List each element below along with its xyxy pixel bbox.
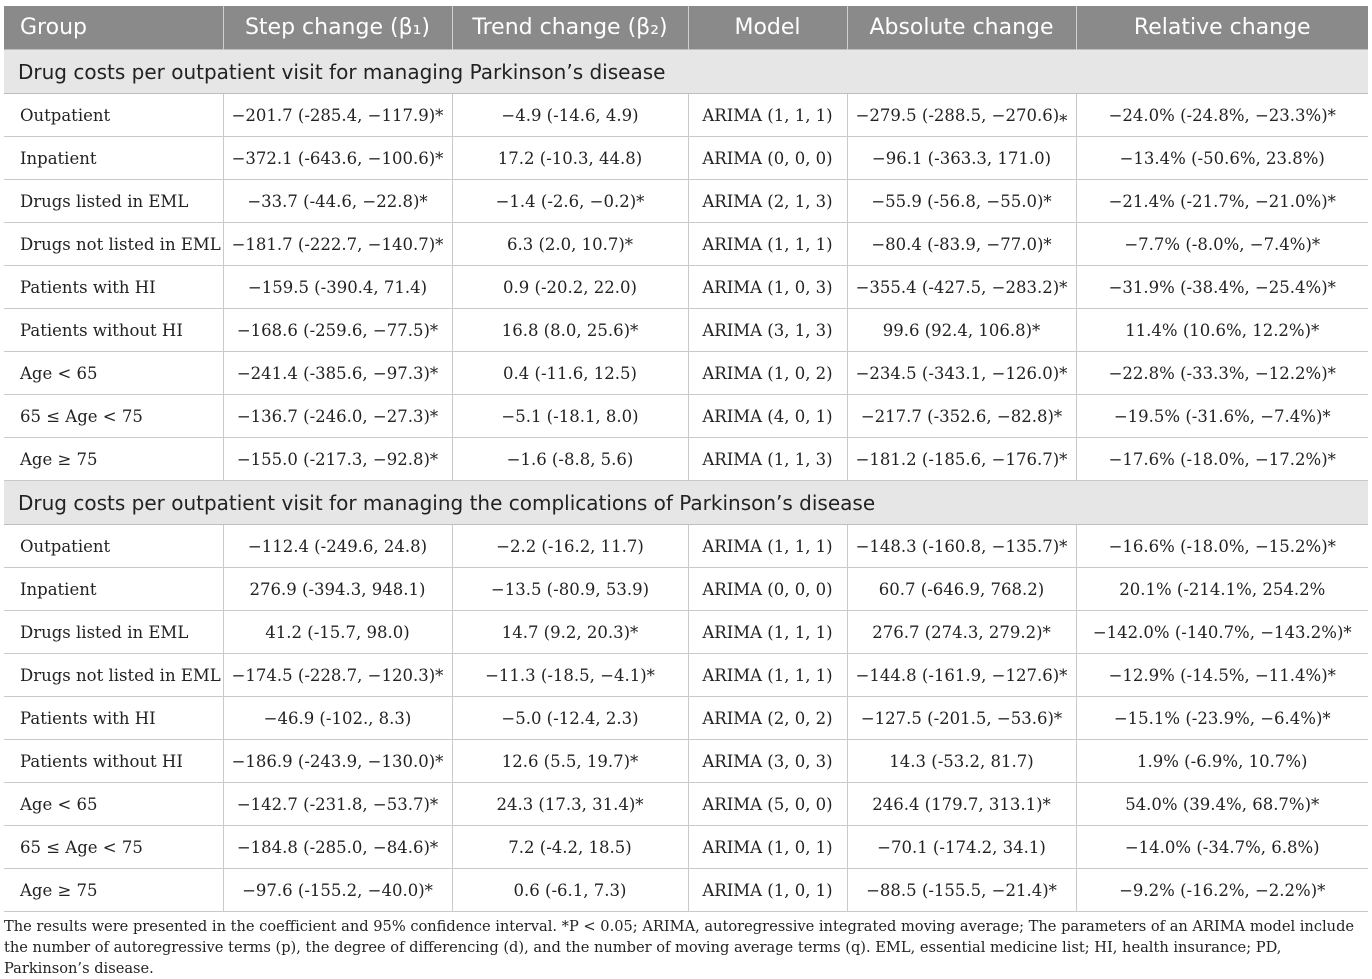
cell-model: ARIMA (1, 0, 1) [688, 869, 847, 912]
cell-step-change: −33.7 (-44.6, −22.8)* [223, 180, 452, 223]
section-header-row [4, 50, 1368, 94]
cell-absolute-change: 14.3 (-53.2, 81.7) [847, 740, 1076, 783]
cell-group: Patients without HI [4, 309, 223, 352]
cell-relative-change: −14.0% (-34.7%, 6.8%) [1076, 826, 1368, 869]
cell-group: Drugs listed in EML [4, 180, 223, 223]
cell-step-change: −186.9 (-243.9, −130.0)* [223, 740, 452, 783]
table-row [4, 266, 1368, 309]
table-row [4, 438, 1368, 481]
cell-absolute-change: −88.5 (-155.5, −21.4)* [847, 869, 1076, 912]
cell-absolute-change: −127.5 (-201.5, −53.6)* [847, 697, 1076, 740]
cell-relative-change: −31.9% (-38.4%, −25.4%)* [1076, 266, 1368, 309]
cell-relative-change: 20.1% (-214.1%, 254.2% [1076, 568, 1368, 611]
cell-step-change: −112.4 (-249.6, 24.8) [223, 525, 452, 568]
cell-absolute-change: −181.2 (-185.6, −176.7)* [847, 438, 1076, 481]
cell-absolute-change: −144.8 (-161.9, −127.6)* [847, 654, 1076, 697]
cell-model: ARIMA (1, 1, 1) [688, 525, 847, 568]
cell-absolute-change: −55.9 (-56.8, −55.0)* [847, 180, 1076, 223]
cell-relative-change: −21.4% (-21.7%, −21.0%)* [1076, 180, 1368, 223]
cell-trend-change: 0.4 (-11.6, 12.5) [452, 352, 688, 395]
section-title: Drug costs per outpatient visit for managing Parkinson’s disease [4, 50, 1368, 94]
cell-absolute-change: 99.6 (92.4, 106.8)* [847, 309, 1076, 352]
cell-group: Inpatient [4, 568, 223, 611]
table-row [4, 137, 1368, 180]
cell-group: Age < 65 [4, 783, 223, 826]
table-row [4, 352, 1368, 395]
cell-model: ARIMA (1, 1, 1) [688, 611, 847, 654]
cell-trend-change: 17.2 (-10.3, 44.8) [452, 137, 688, 180]
cell-group: Patients with HI [4, 697, 223, 740]
results-table [4, 6, 1368, 912]
cell-trend-change: −13.5 (-80.9, 53.9) [452, 568, 688, 611]
table-row [4, 697, 1368, 740]
cell-trend-change: 12.6 (5.5, 19.7)* [452, 740, 688, 783]
cell-trend-change: 6.3 (2.0, 10.7)* [452, 223, 688, 266]
cell-step-change: −241.4 (-385.6, −97.3)* [223, 352, 452, 395]
cell-group: Outpatient [4, 94, 223, 137]
cell-trend-change: 7.2 (-4.2, 18.5) [452, 826, 688, 869]
cell-relative-change: −15.1% (-23.9%, −6.4%)* [1076, 697, 1368, 740]
table-row [4, 395, 1368, 438]
cell-model: ARIMA (1, 1, 1) [688, 223, 847, 266]
table-row [4, 654, 1368, 697]
cell-trend-change: −5.0 (-12.4, 2.3) [452, 697, 688, 740]
cell-absolute-change: −279.5 (-288.5, −270.6)⁎ [847, 94, 1076, 137]
cell-trend-change: −1.6 (-8.8, 5.6) [452, 438, 688, 481]
header-row [4, 6, 1368, 50]
cell-step-change: −168.6 (-259.6, −77.5)* [223, 309, 452, 352]
cell-relative-change: −19.5% (-31.6%, −7.4%)* [1076, 395, 1368, 438]
cell-relative-change: −16.6% (-18.0%, −15.2%)* [1076, 525, 1368, 568]
cell-absolute-change: 60.7 (-646.9, 768.2) [847, 568, 1076, 611]
cell-step-change: −184.8 (-285.0, −84.6)* [223, 826, 452, 869]
cell-model: ARIMA (2, 1, 3) [688, 180, 847, 223]
cell-relative-change: −22.8% (-33.3%, −12.2%)* [1076, 352, 1368, 395]
cell-model: ARIMA (1, 1, 1) [688, 654, 847, 697]
cell-model: ARIMA (3, 0, 3) [688, 740, 847, 783]
cell-group: Drugs listed in EML [4, 611, 223, 654]
cell-step-change: −174.5 (-228.7, −120.3)* [223, 654, 452, 697]
cell-model: ARIMA (2, 0, 2) [688, 697, 847, 740]
table-row [4, 826, 1368, 869]
cell-trend-change: −2.2 (-16.2, 11.7) [452, 525, 688, 568]
cell-step-change: 276.9 (-394.3, 948.1) [223, 568, 452, 611]
cell-step-change: −159.5 (-390.4, 71.4) [223, 266, 452, 309]
cell-group: 65 ≤ Age < 75 [4, 395, 223, 438]
table-row [4, 180, 1368, 223]
cell-model: ARIMA (1, 0, 3) [688, 266, 847, 309]
table-row [4, 740, 1368, 783]
cell-group: 65 ≤ Age < 75 [4, 826, 223, 869]
cell-group: Age ≥ 75 [4, 869, 223, 912]
cell-relative-change: −7.7% (-8.0%, −7.4%)* [1076, 223, 1368, 266]
header-group: Group [4, 6, 223, 50]
cell-absolute-change: 246.4 (179.7, 313.1)* [847, 783, 1076, 826]
header-model: Model [688, 6, 847, 50]
table-row [4, 309, 1368, 352]
table-row [4, 94, 1368, 137]
cell-model: ARIMA (0, 0, 0) [688, 568, 847, 611]
header-relative-change: Relative change [1076, 6, 1368, 50]
cell-relative-change: 11.4% (10.6%, 12.2%)* [1076, 309, 1368, 352]
section-title: Drug costs per outpatient visit for managing the complications of Parkinson’s disease [4, 481, 1368, 525]
cell-step-change: −372.1 (-643.6, −100.6)* [223, 137, 452, 180]
cell-model: ARIMA (1, 1, 1) [688, 94, 847, 137]
table-row [4, 869, 1368, 912]
cell-absolute-change: −96.1 (-363.3, 171.0) [847, 137, 1076, 180]
cell-group: Drugs not listed in EML [4, 654, 223, 697]
table-row [4, 783, 1368, 826]
cell-absolute-change: −234.5 (-343.1, −126.0)* [847, 352, 1076, 395]
cell-group: Patients with HI [4, 266, 223, 309]
cell-step-change: −181.7 (-222.7, −140.7)* [223, 223, 452, 266]
cell-group: Age < 65 [4, 352, 223, 395]
table-footnote: The results were presented in the coefficient and 95% confidence interval. *P < 0.05; ARIMA, autoregressive integrated moving average; The parameters of an ARIMA model include the number of autoregressive terms (p), the degree of differencing (d), and the number of moving average terms (q). EML, essential medicine list; HI, health insurance; PD, Parkinson’s disease. [4, 918, 1355, 977]
cell-trend-change: 16.8 (8.0, 25.6)* [452, 309, 688, 352]
cell-trend-change: 24.3 (17.3, 31.4)* [452, 783, 688, 826]
cell-step-change: −155.0 (-217.3, −92.8)* [223, 438, 452, 481]
cell-absolute-change: −148.3 (-160.8, −135.7)* [847, 525, 1076, 568]
cell-relative-change: −17.6% (-18.0%, −17.2%)* [1076, 438, 1368, 481]
cell-step-change: −201.7 (-285.4, −117.9)* [223, 94, 452, 137]
cell-relative-change: 1.9% (-6.9%, 10.7%) [1076, 740, 1368, 783]
table-row [4, 611, 1368, 654]
cell-trend-change: −5.1 (-18.1, 8.0) [452, 395, 688, 438]
cell-relative-change: 54.0% (39.4%, 68.7%)* [1076, 783, 1368, 826]
header-absolute-change: Absolute change [847, 6, 1076, 50]
table-row [4, 223, 1368, 266]
cell-step-change: 41.2 (-15.7, 98.0) [223, 611, 452, 654]
cell-model: ARIMA (1, 0, 1) [688, 826, 847, 869]
cell-trend-change: −4.9 (-14.6, 4.9) [452, 94, 688, 137]
cell-group: Inpatient [4, 137, 223, 180]
cell-absolute-change: 276.7 (274.3, 279.2)* [847, 611, 1076, 654]
cell-group: Outpatient [4, 525, 223, 568]
section-header-row [4, 481, 1368, 525]
cell-group: Patients without HI [4, 740, 223, 783]
cell-group: Drugs not listed in EML [4, 223, 223, 266]
cell-model: ARIMA (1, 0, 2) [688, 352, 847, 395]
cell-absolute-change: −217.7 (-352.6, −82.8)* [847, 395, 1076, 438]
cell-trend-change: −11.3 (-18.5, −4.1)* [452, 654, 688, 697]
cell-trend-change: 14.7 (9.2, 20.3)* [452, 611, 688, 654]
cell-relative-change: −12.9% (-14.5%, −11.4%)* [1076, 654, 1368, 697]
header-trend-change: Trend change (β₂) [452, 6, 688, 50]
cell-model: ARIMA (4, 0, 1) [688, 395, 847, 438]
cell-relative-change: −142.0% (-140.7%, −143.2%)* [1076, 611, 1368, 654]
cell-step-change: −46.9 (-102., 8.3) [223, 697, 452, 740]
cell-model: ARIMA (0, 0, 0) [688, 137, 847, 180]
cell-step-change: −136.7 (-246.0, −27.3)* [223, 395, 452, 438]
cell-model: ARIMA (5, 0, 0) [688, 783, 847, 826]
cell-model: ARIMA (3, 1, 3) [688, 309, 847, 352]
cell-relative-change: −13.4% (-50.6%, 23.8%) [1076, 137, 1368, 180]
cell-trend-change: 0.6 (-6.1, 7.3) [452, 869, 688, 912]
cell-relative-change: −9.2% (-16.2%, −2.2%)* [1076, 869, 1368, 912]
cell-group: Age ≥ 75 [4, 438, 223, 481]
cell-step-change: −142.7 (-231.8, −53.7)* [223, 783, 452, 826]
header-step-change: Step change (β₁) [223, 6, 452, 50]
table-row [4, 525, 1368, 568]
cell-step-change: −97.6 (-155.2, −40.0)* [223, 869, 452, 912]
cell-trend-change: 0.9 (-20.2, 22.0) [452, 266, 688, 309]
cell-absolute-change: −70.1 (-174.2, 34.1) [847, 826, 1076, 869]
cell-trend-change: −1.4 (-2.6, −0.2)* [452, 180, 688, 223]
cell-absolute-change: −80.4 (-83.9, −77.0)* [847, 223, 1076, 266]
cell-absolute-change: −355.4 (-427.5, −283.2)* [847, 266, 1076, 309]
cell-model: ARIMA (1, 1, 3) [688, 438, 847, 481]
table-row [4, 568, 1368, 611]
cell-relative-change: −24.0% (-24.8%, −23.3%)* [1076, 94, 1368, 137]
